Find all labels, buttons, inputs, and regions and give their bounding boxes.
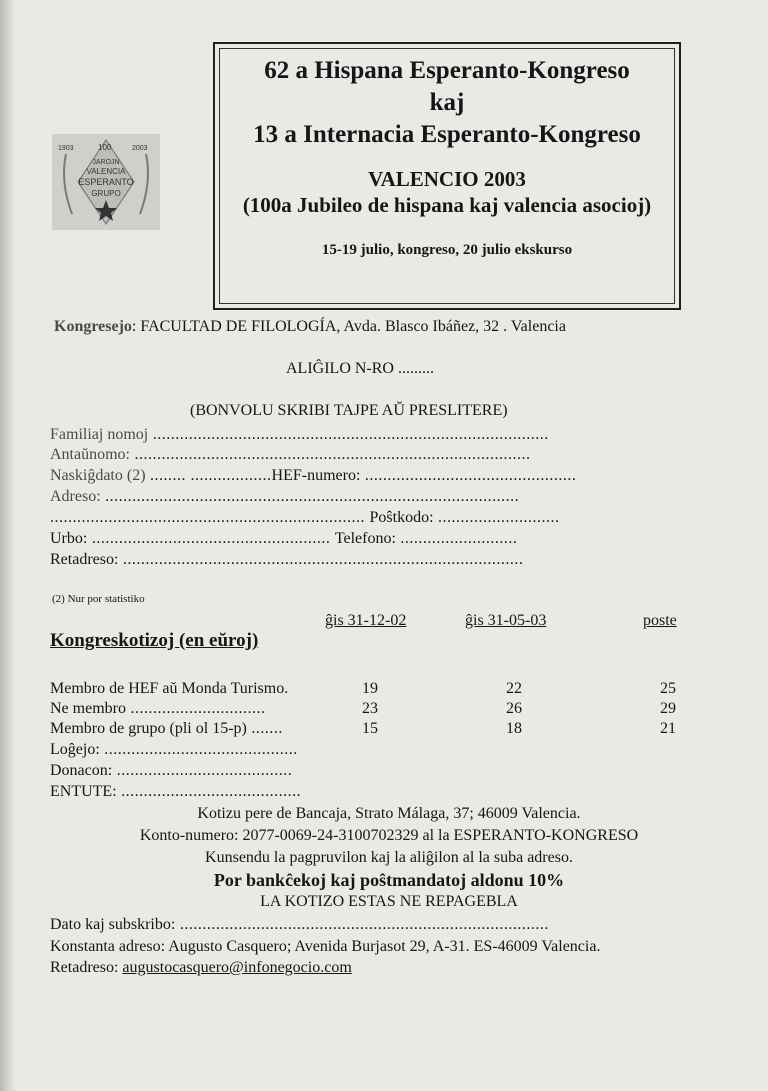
- field-urbo-telefono[interactable]: Urbo: ..................................................... Telefono: ..........................: [50, 530, 518, 547]
- payment-line-5: LA KOTIZO ESTAS NE REPAGEBLA: [260, 893, 518, 910]
- congress-kaj: kaj: [429, 89, 465, 116]
- logo-year-right: 2003: [132, 145, 148, 152]
- payment-line-3: Kunsendu la pagpruvilon kaj la aliĝilon al la suba adreso.: [205, 849, 573, 866]
- fee-row-2[interactable]: Ne membro ..............................: [50, 700, 266, 717]
- postkodo-label: Poŝtkodo:: [369, 509, 434, 526]
- payment-line-1: Kotizu pere de Bancaja, Strato Málaga, 37; 46009 Valencia.: [197, 805, 581, 822]
- footnote: (2) Nur por statistiko: [52, 593, 145, 605]
- field-antaunomo[interactable]: Antaŭnomo: ........................................................................................: [50, 446, 531, 463]
- logo-num-top: 100: [98, 143, 112, 152]
- fee-row-4[interactable]: Loĝejo: ...........................................: [50, 741, 298, 758]
- header-box: [213, 42, 681, 310]
- logo-text3: ESPERANTO: [78, 177, 134, 187]
- col-header-1: ĝis 31-12-02: [325, 612, 407, 629]
- fee-value: 25: [660, 680, 676, 697]
- logo-year-left: 1903: [58, 145, 74, 152]
- fee-row-label-5: Donacon:: [50, 762, 113, 779]
- fee-row-3[interactable]: Membro de grupo (pli ol 15-p) .......: [50, 720, 283, 737]
- fee-row-label-6: ENTUTE:: [50, 783, 117, 800]
- fee-row-label-3: Membro de grupo (pli ol 15-p): [50, 720, 247, 737]
- fee-value: 21: [660, 720, 676, 737]
- payment-line-2: Konto-numero: 2077-0069-24-3100702329 al la ESPERANTO-KONGRESO: [139, 827, 639, 844]
- field-familiaj-nomoj[interactable]: Familiaj nomoj ........................................................................................: [50, 426, 549, 443]
- fee-row-label-1: Membro de HEF aŭ Monda Turismo.: [50, 680, 289, 697]
- dato-subskribo[interactable]: Dato kaj subskribo: ..................................................................................: [50, 916, 549, 933]
- fee-row-5[interactable]: Donacon: .......................................: [50, 762, 293, 779]
- fee-value: 29: [660, 700, 676, 717]
- dato-label: Dato kaj subskribo:: [50, 916, 176, 933]
- fee-value: 26: [506, 700, 522, 717]
- aligilo-number: ALIĜILO N-RO .........: [286, 360, 434, 377]
- retadreso-line: [50, 959, 352, 977]
- page-edge-shadow: [0, 0, 16, 1091]
- field-retadreso[interactable]: Retadreso: .........................................................................................: [50, 551, 524, 568]
- city-year: VALENCIO 2003: [368, 167, 526, 191]
- congress-title-2: 13 a Internacia Esperanto-Kongreso: [253, 121, 641, 148]
- hef-label: HEF-numero:: [271, 467, 361, 484]
- email-link[interactable]: augustocasquero@infonegocio.com: [122, 959, 352, 976]
- field-naskigdato[interactable]: Naskiĝdato (2) ........ ..................HEF-numero: ...............................................: [50, 467, 577, 484]
- congress-title-1: 62 a Hispana Esperanto-Kongreso: [264, 57, 630, 84]
- field-adreso[interactable]: Adreso: ............................................................................................: [50, 488, 520, 505]
- field-postkodo[interactable]: ...................................................................... Poŝtkodo: ...........................: [50, 509, 560, 526]
- konstanta-adreso: Konstanta adreso: Augusto Casquero; Avenida Burjasot 29, A-31. ES-46009 Valencia.: [50, 938, 601, 955]
- fee-row-label-2: Ne membro: [50, 700, 126, 717]
- fee-value: 23: [362, 700, 378, 717]
- col-header-3: poste: [643, 612, 677, 629]
- payment-line-4: Por bankĉekoj kaj poŝtmandatoj aldonu 10%: [213, 870, 565, 890]
- instructions: (BONVOLU SKRIBI TAJPE AŬ PRESLITERE): [190, 402, 508, 419]
- logo-text1: JAROJN: [92, 159, 120, 166]
- fee-value: 19: [362, 680, 378, 697]
- kongresejo-line: [54, 318, 566, 336]
- fee-value: 22: [506, 680, 522, 697]
- kongresejo-label: Kongresejo: [54, 318, 132, 335]
- fee-value: 18: [506, 720, 522, 737]
- familiaj-label: Familiaj nomoj: [50, 426, 149, 443]
- fee-row-6[interactable]: ENTUTE: ........................................: [50, 783, 302, 800]
- fees-title: Kongreskotizoj (en eŭroj): [50, 630, 259, 651]
- kongresejo-value: : FACULTAD DE FILOLOGÍA, Avda. Blasco Ibáñez, 32 . Valencia: [131, 318, 566, 335]
- naskigdato-label: Naskiĝdato (2): [50, 467, 146, 484]
- fee-value: 15: [362, 720, 378, 737]
- urbo-label: Urbo:: [50, 530, 88, 547]
- retadreso-label-footer: Retadreso:: [50, 959, 123, 976]
- logo-text4: GRUPO: [91, 189, 121, 198]
- telefono-label: Telefono:: [334, 530, 396, 547]
- jubilee: (100a Jubileo de hispana kaj valencia asocioj): [242, 193, 652, 217]
- col-header-2: ĝis 31-05-03: [465, 612, 547, 629]
- antaunomo-label: Antaŭnomo:: [50, 446, 130, 463]
- fee-row-label-4: Loĝejo:: [50, 741, 100, 758]
- congress-dates: 15-19 julio, kongreso, 20 julio ekskurso: [321, 242, 573, 258]
- adreso-label: Adreso:: [50, 488, 101, 505]
- logo-text2: VALENCIA: [86, 167, 126, 176]
- retadreso-label: Retadreso:: [50, 551, 119, 568]
- grupo-logo-icon: [52, 134, 160, 230]
